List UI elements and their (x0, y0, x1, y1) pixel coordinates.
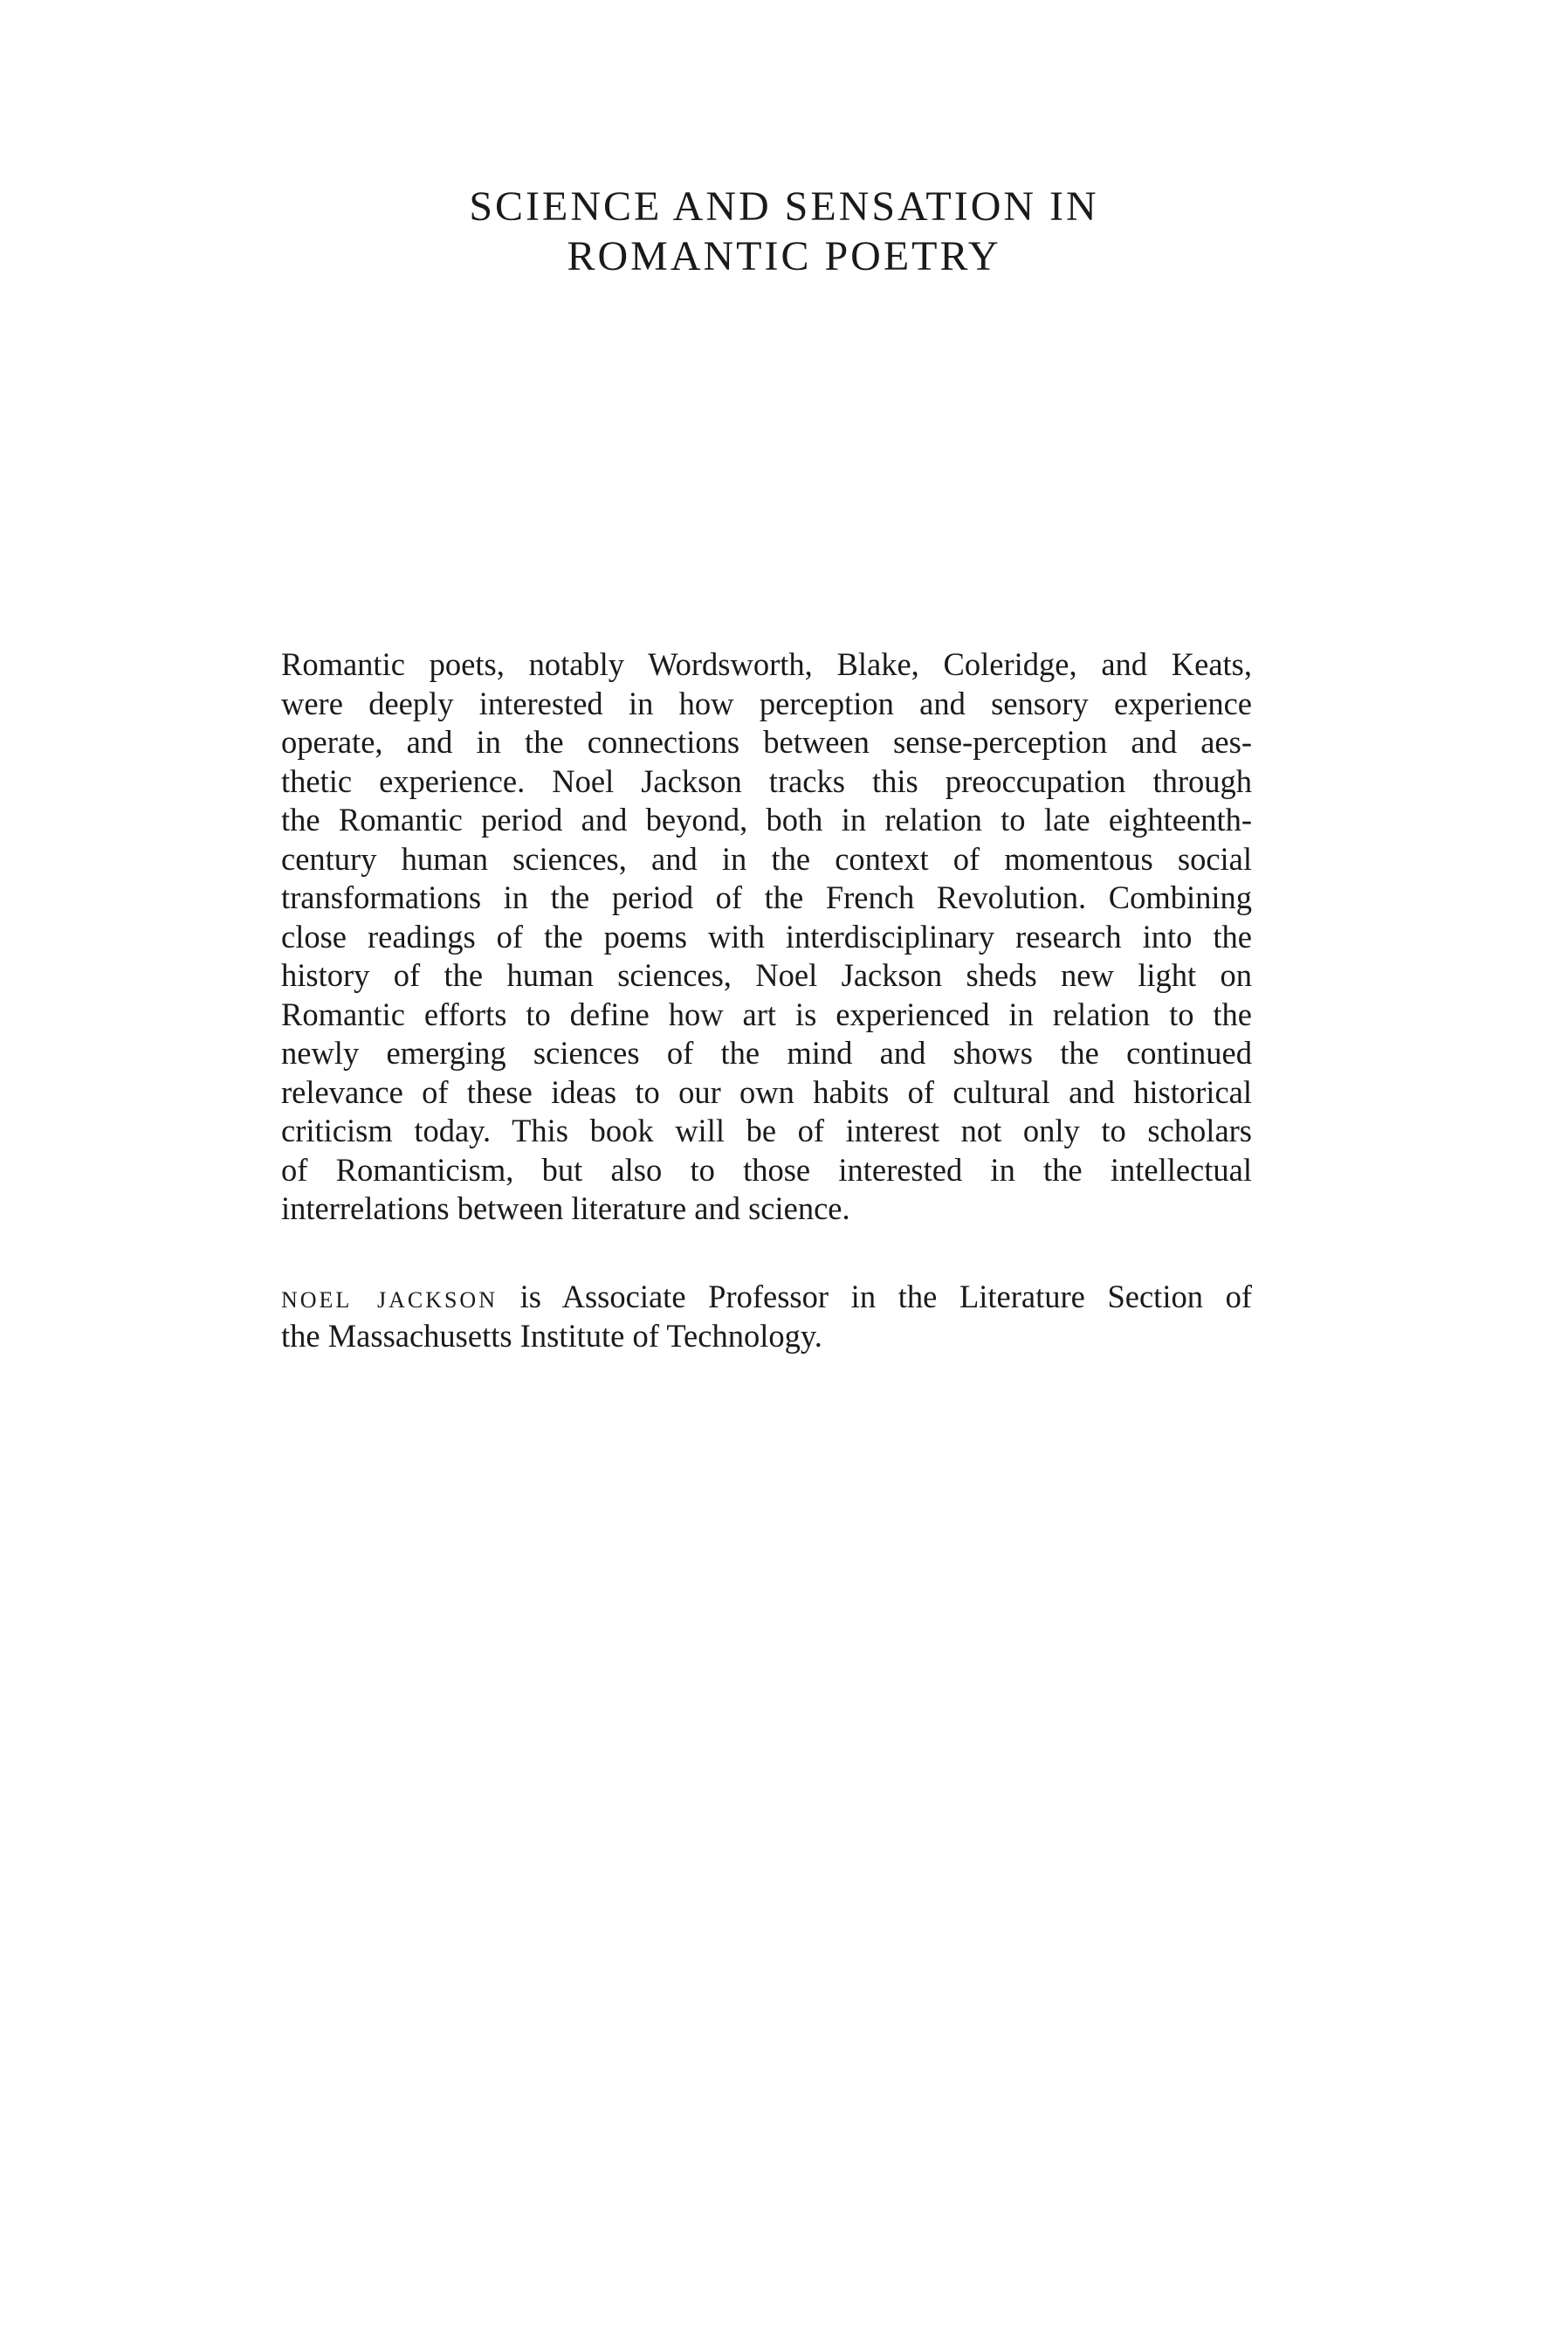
description-line: newly emerging sciences of the mind and shows the continued (281, 1035, 1252, 1071)
description-line: transformations in the period of the French Revolution. Combining (281, 879, 1252, 915)
author-bio-line-1 (281, 1278, 1252, 1317)
description-line: were deeply interested in how perception and sensory experience (281, 685, 1252, 721)
book-title (0, 182, 1568, 281)
book-description (281, 645, 1252, 1229)
description-line: operate, and in the connections between sense-perception and aes- (281, 724, 1252, 760)
description-line: of Romanticism, but also to those interested in the intellectual (281, 1151, 1252, 1188)
description-line: relevance of these ideas to our own habits of cultural and historical (281, 1073, 1252, 1110)
description-line: thetic experience. Noel Jackson tracks this preoccupation through (281, 762, 1252, 799)
description-line: Romantic efforts to define how art is experienced in relation to the (281, 996, 1252, 1032)
title-line-1: SCIENCE AND SENSATION IN (469, 183, 1099, 230)
description-line: history of the human sciences, Noel Jackson sheds new light on (281, 957, 1252, 993)
description-line: interrelations between literature and science. (281, 1190, 850, 1226)
description-line: criticism today. This book will be of interest not only to scholars (281, 1113, 1252, 1148)
description-line: close readings of the poems with interdisciplinary research into the (281, 918, 1252, 955)
title-line-2: ROMANTIC POETRY (567, 233, 1001, 279)
description-line: the Romantic period and beyond, both in relation to late eighteenth- (281, 802, 1252, 838)
author-name: noel jackson (281, 1279, 498, 1314)
author-bio (281, 1278, 1252, 1355)
author-bio-line-2: the Massachusetts Institute of Technology. (281, 1317, 822, 1354)
author-bio-text: is Associate Professor in the Literature Section of (498, 1279, 1253, 1314)
description-line: century human sciences, and in the context of momentous social (281, 840, 1252, 877)
description-line: Romantic poets, notably Wordsworth, Blake, Coleridge, and Keats, (281, 646, 1252, 682)
